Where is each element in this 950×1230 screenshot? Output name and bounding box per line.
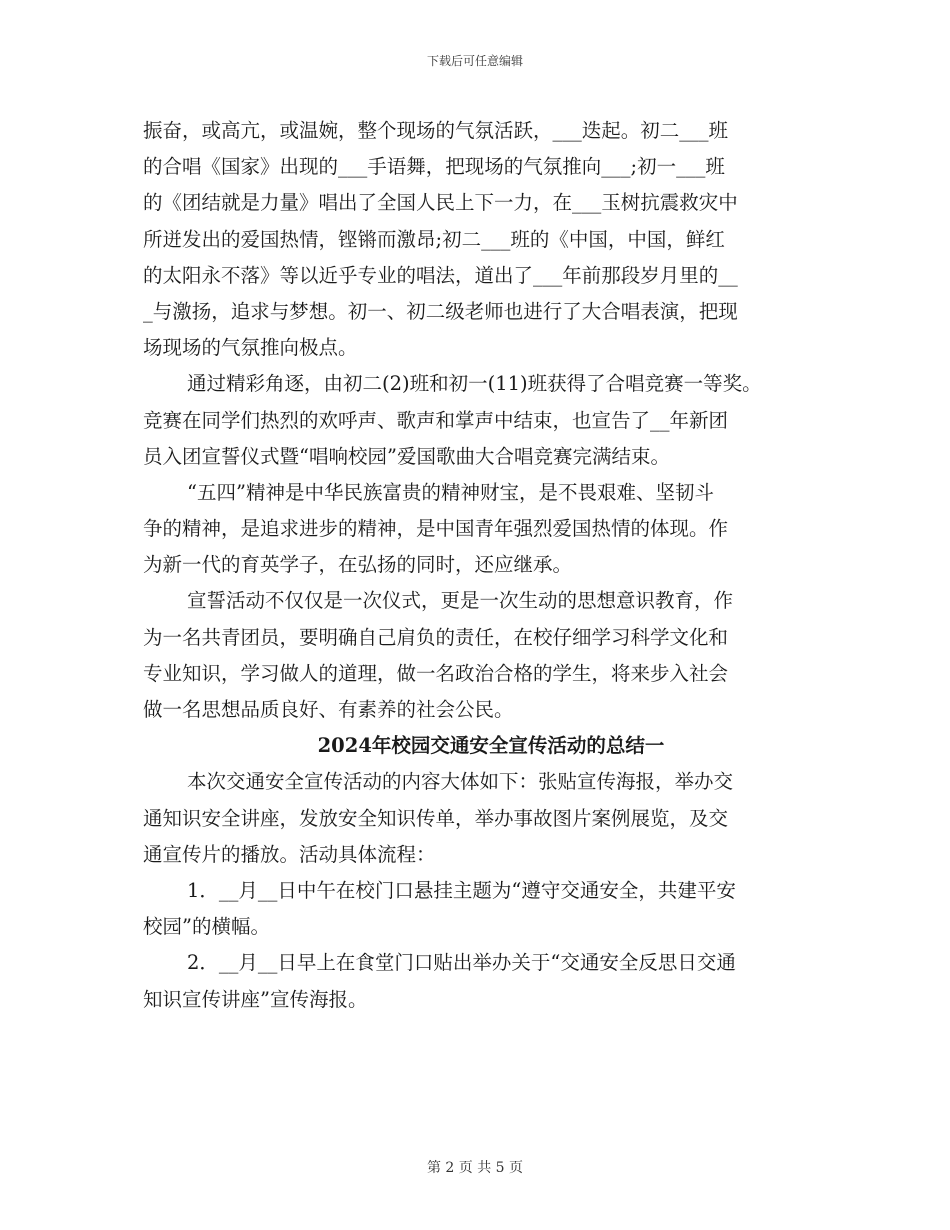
body-line: 场现场的气氛推向极点。 [143,336,358,360]
document-body [143,113,823,1018]
page-footer: 第 2 页 共 5 页 [426,1160,524,1176]
body-line: 为新一代的育英学子，在弘扬的同时，还应继承。 [143,553,573,577]
body-line: 的太阳永不落》等以近乎专业的唱法，道出了___年前那段岁月里的__ [143,263,738,287]
paragraph-start-line: 本次交通安全宣传活动的内容大体如下：张贴宣传海报，举办交 [187,770,734,794]
list-item-line: 2．__月__日早上在食堂门口贴出举办关于“交通安全反思日交通 [187,951,736,975]
body-line: _与激扬，追求与梦想。初一、初二级老师也进行了大合唱表演，把现 [143,299,738,323]
body-line: 的合唱《国家》出现的___手语舞，把现场的气氛推向___;初一___班 [143,155,725,179]
body-line: 竞赛在同学们热烈的欢呼声、歌声和掌声中结束，也宣告了__年新团 [143,408,729,432]
section-title: 2024年校园交通安全宣传活动的总结一 [317,734,665,758]
body-line: 专业知识，学习做人的道理，做一名政治合格的学生，将来步入社会 [143,661,729,685]
body-line: 所迸发出的爱国热情，铿锵而激昂;初二___班的《中国，中国，鲜红 [143,227,725,251]
body-line: 为一名共青团员，要明确自己肩负的责任，在校仔细学习科学文化和 [143,625,729,649]
body-line: 争的精神，是追求进步的精神，是中国青年强烈爱国热情的体现。作 [143,517,729,541]
paragraph-start-line: “五四”精神是中华民族富贵的精神财宝，是不畏艰难、坚韧斗 [187,480,714,504]
body-line: 振奋，或高亢，或温婉，整个现场的气氛活跃，___迭起。初二___班 [143,119,729,142]
body-line: 通知识安全讲座，发放安全知识传单，举办事故图片案例展览，及交 [143,806,729,830]
body-line: 的《团结就是力量》唱出了全国人民上下一力，在___玉树抗震救灾中 [143,191,738,215]
body-line: 校园”的横幅。 [143,915,270,939]
list-item-line: 1．__月__日中午在校门口悬挂主题为“遵守交通安全，共建平安 [187,878,736,902]
body-line: 知识宣传讲座”宣传海报。 [143,987,368,1011]
page-header: 下载后可任意编辑 [426,54,523,68]
body-line: 员入团宣誓仪式暨“唱响校园”爱国歌曲大合唱竞赛完满结束。 [143,444,670,468]
body-line: 通宣传片的播放。活动具体流程： [143,842,436,866]
paragraph-start-line: 通过精彩角逐，由初二(2)班和初一(11)班获得了合唱竞赛一等奖。 [187,372,762,396]
body-line: 做一名思想品质良好、有素养的社会公民。 [143,698,514,721]
paragraph-start-line: 宣誓活动不仅仅是一次仪式，更是一次生动的思想意识教育，作 [187,589,734,613]
